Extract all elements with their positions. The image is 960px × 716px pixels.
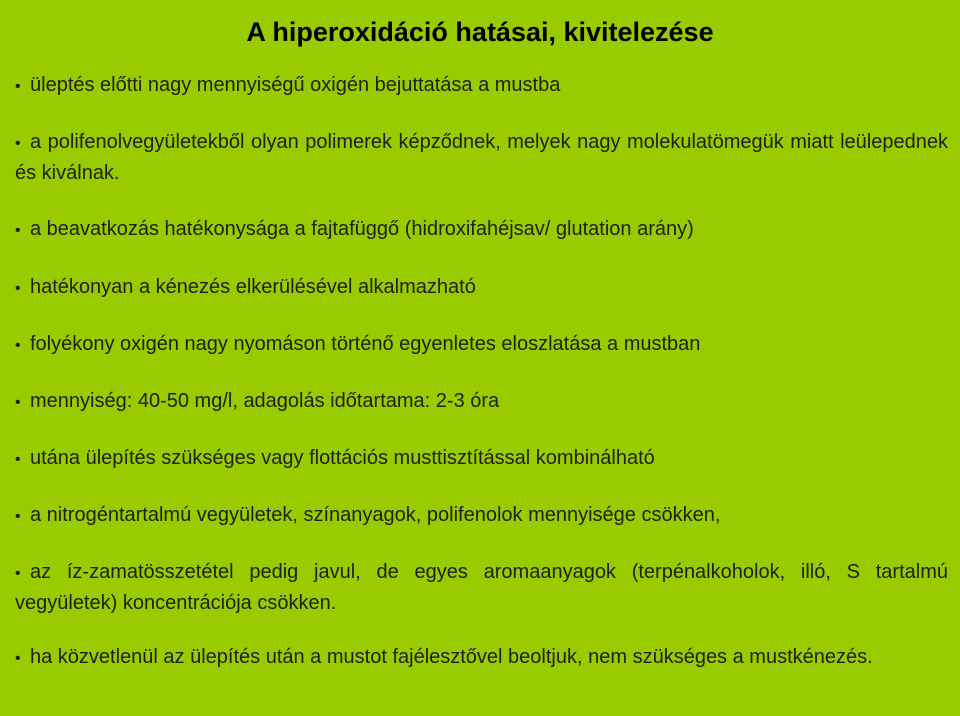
slide-title: A hiperoxidáció hatásai, kivitelezése xyxy=(246,17,714,47)
bullet-item xyxy=(15,444,948,475)
bullet-item xyxy=(15,128,948,187)
bullet-icon: • xyxy=(15,451,21,468)
bullet-icon: • xyxy=(15,565,21,582)
bullet-icon: • xyxy=(15,508,21,525)
bullet-item xyxy=(15,643,948,674)
bullet-item xyxy=(15,273,948,304)
bullet-text: folyékony oxigén nagy nyomáson történő egyenletes eloszlatása a mustban xyxy=(30,333,701,355)
bullet-item xyxy=(15,558,948,617)
bullet-text: az íz-zamatösszetétel pedig javul, de egyes aromaanyagok (terpénalkoholok, illó, S tartalmú vegyületek) koncentrációja csökken. xyxy=(15,561,948,614)
bullet-text: utána ülepítés szükséges vagy flottációs musttisztítással kombinálható xyxy=(30,447,655,469)
bullet-icon: • xyxy=(15,222,21,239)
bullet-icon: • xyxy=(15,280,21,297)
bullet-text: ha közvetlenül az ülepítés után a mustot fajélesztővel beoltjuk, nem szükséges a mustkénezés. xyxy=(30,646,873,668)
bullet-text: a polifenolvegyületekből olyan polimerek képződnek, melyek nagy molekulatömegük miatt leülepednek és kiválnak. xyxy=(15,131,948,184)
bullet-text: mennyiség: 40-50 mg/l, adagolás időtartama: 2-3 óra xyxy=(30,390,500,412)
bullet-text: a beavatkozás hatékonysága a fajtafüggő (hidroxifahéjsav/ glutation arány) xyxy=(30,218,694,240)
bullet-item xyxy=(15,387,948,418)
bullet-icon: • xyxy=(15,135,21,152)
bullet-text: a nitrogéntartalmú vegyületek, színanyagok, polifenolok mennyisége csökken, xyxy=(30,504,721,526)
bullet-item xyxy=(15,215,948,246)
bullet-icon: • xyxy=(15,394,21,411)
bullet-icon: • xyxy=(15,78,21,95)
bullet-text: üleptés előtti nagy mennyiségű oxigén bejuttatása a mustba xyxy=(30,74,561,96)
bullet-item xyxy=(15,501,948,532)
bullet-text: hatékonyan a kénezés elkerülésével alkalmazható xyxy=(30,276,476,298)
bullet-icon: • xyxy=(15,650,21,667)
bullet-item xyxy=(15,330,948,361)
bullet-item xyxy=(15,71,948,102)
bullet-icon: • xyxy=(15,337,21,354)
